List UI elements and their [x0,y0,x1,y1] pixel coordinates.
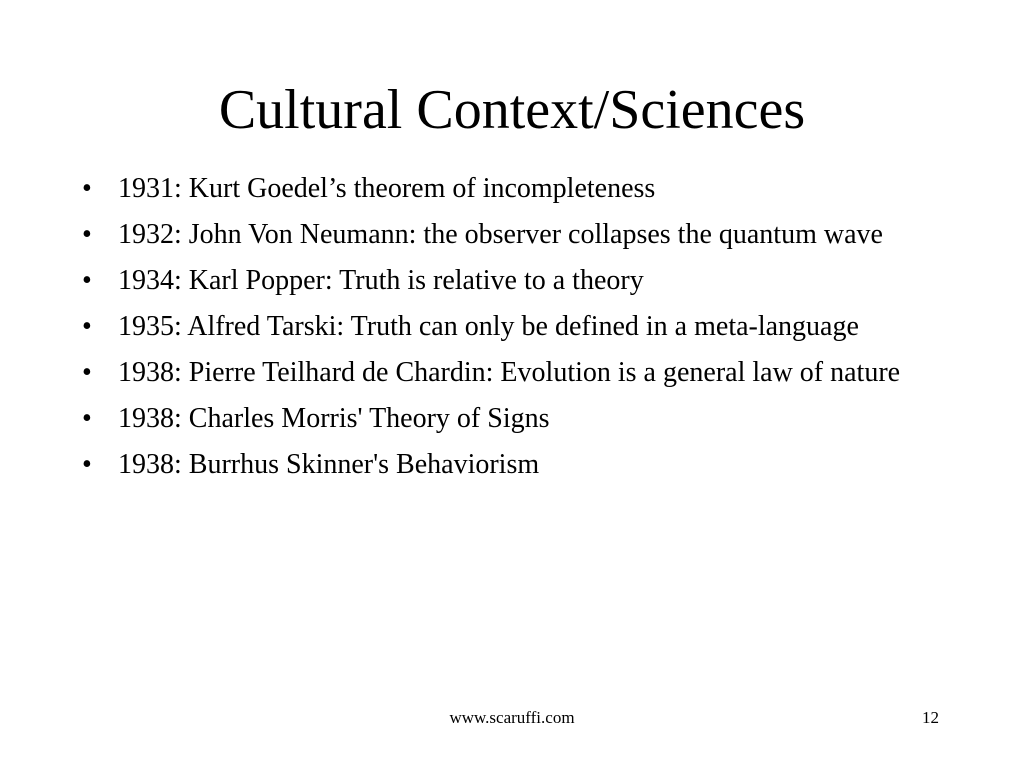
list-item [78,310,938,344]
list-item [78,218,938,252]
bullet-list [78,172,938,494]
bullet-text: 1938: Pierre Teilhard de Chardin: Evolution is a general law of nature [118,357,901,388]
bullet-text: 1935: Alfred Tarski: Truth can only be defined in a meta-language [118,311,859,342]
bullet-text: 1938: Burrhus Skinner's Behaviorism [118,449,540,480]
bullet-icon: • [82,219,92,250]
bullet-text: 1938: Charles Morris' Theory of Signs [118,403,550,434]
bullet-icon: • [82,403,92,434]
list-item [78,172,938,206]
bullet-text: 1931: Kurt Goedel’s theorem of incompleteness [118,173,656,204]
bullet-text: 1934: Karl Popper: Truth is relative to a theory [118,265,644,296]
list-item [78,448,938,482]
list-item [78,356,938,390]
slide-title: Cultural Context/Sciences [218,79,806,141]
bullet-icon: • [82,311,92,342]
page-number: 12 [922,708,939,727]
bullet-icon: • [82,173,92,204]
list-item [78,264,938,298]
footer-url: www.scaruffi.com [449,708,575,727]
list-item [78,402,938,436]
bullet-icon: • [82,265,92,296]
bullet-text: 1932: John Von Neumann: the observer collapses the quantum wave [118,219,883,250]
bullet-icon: • [82,449,92,480]
bullet-icon: • [82,357,92,388]
